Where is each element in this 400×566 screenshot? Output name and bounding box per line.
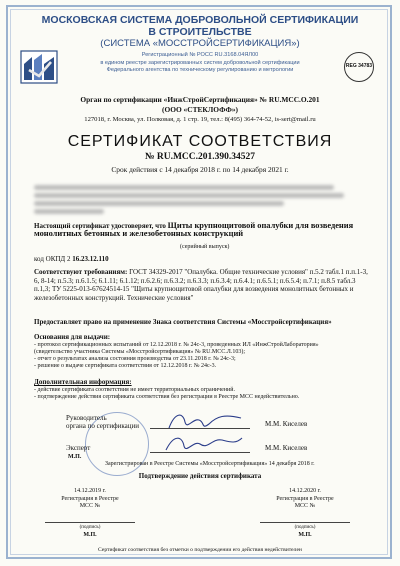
extra-item: - подтверждение действия сертификата соответствия без регистрации в Реестре МСС недействительно.	[34, 394, 300, 400]
applicant-redacted	[34, 185, 334, 190]
registration-note: Зарегистрирован в Реестре Системы «Мосстройсертификация» 14 декабря 2018 г.	[105, 461, 315, 467]
confirm-left-mp: М.П.	[83, 532, 97, 538]
basis-item: - отчет о результатах анализа состояния производства от 23.11.2018 г. № 24с-3;	[34, 356, 236, 362]
okpd-label: код ОКПД 2	[34, 255, 73, 263]
expert-name: М.М. Киселев	[265, 444, 308, 452]
confirm-left-caption: (подпись)	[79, 525, 101, 530]
system-title-line1: МОСКОВСКАЯ СИСТЕМА ДОБРОВОЛЬНОЙ СЕРТИФИКАЦИИ	[41, 14, 359, 26]
confirm-right-mp: М.П.	[298, 532, 312, 538]
registration-stamp	[344, 52, 374, 82]
applicant-redacted	[34, 201, 284, 206]
okpd-value: 16.23.12.110	[72, 255, 109, 263]
serial-note: (серийный выпуск)	[180, 244, 230, 250]
footer-note: Сертификат соответствия без отметки о подтверждении его действия недействителен	[98, 547, 302, 553]
confirm-left-date: 14.12.2019 г.	[74, 488, 106, 494]
extra-title: Дополнительная информация:	[34, 378, 132, 386]
organ-address: 127018, г. Москва, ул. Полковая, д. 1 стр. 19, тел.: 8(495) 364-74-52, is-sert@mail.ru	[84, 116, 316, 123]
basis-item: - протокол сертификационных испытаний от 12.12.2018 г. № 24с-3, проведенных ИЛ «ИнжСтройЛаборатория»	[34, 342, 319, 348]
certificate-validity: Срок действия с 14 декабря 2018 г. по 14 декабря 2021 г.	[111, 165, 289, 174]
confirm-left-line	[45, 522, 135, 523]
applicant-redacted	[34, 209, 104, 214]
applicant-redacted	[34, 193, 344, 198]
basis-title: Основания для выдачи:	[34, 333, 111, 341]
head-signature-icon	[165, 408, 245, 434]
okpd-code	[34, 255, 370, 263]
confirm-title: Подтверждение действия сертификата	[138, 472, 262, 480]
requirements-text: ГОСТ 34329-2017 "Опалубка. Общие технические условия" п.5.2 табл.1 п.п.1-3, 6, 8-14; п.5.3; п.6.1.5; 6.1.11; 6.1.12; п.6.2.6; п.6.3.2; п.6.3.3; п.6.3.4; п.6.4.1; п.6.5.1; п.6.5.4; п.7.1; п.8.5 табл.3 п.1,3; ТУ 5225-013-67624514-15 "Щиты крупнощитовой опалубки для возведения монолитных бетонных и железобетонных конструкций. Технические условия"	[34, 268, 368, 302]
mp-label: М.П.	[68, 454, 82, 460]
head-label-line2: органа по сертификации	[66, 422, 140, 431]
expert-label: Эксперт	[66, 444, 91, 452]
product-name: Щиты крупнощитовой опалубки для возведения монолитных бетонных и железобетонных конструкций	[34, 221, 354, 239]
head-name: М.М. Киселев	[265, 420, 308, 428]
certifies-prefix: Настоящий сертификат удостоверяет, что	[34, 222, 168, 230]
organ-title: Орган по сертификации «ИнжСтройСертификация» № RU.MCC.O.201	[80, 95, 320, 104]
registration-line3: Федерального агентства по техническому регулированию и метрологии	[106, 67, 294, 73]
basis-item: - решение о выдаче сертификата соответствия от 12.12.2018 г. № 24с-3.	[34, 363, 217, 369]
confirm-left-reg: Регистрация в Реестре	[61, 496, 119, 502]
confirm-right-reg: Регистрация в Реестре	[276, 496, 334, 502]
certificate-title: СЕРТИФИКАТ СООТВЕТСТВИЯ	[67, 133, 333, 150]
product-statement	[34, 222, 370, 239]
extra-list	[34, 387, 370, 401]
confirm-right-caption: (подпись)	[294, 525, 316, 530]
confirm-right-date: 14.12.2020 г.	[289, 488, 321, 494]
registration-line2: в едином реестре зарегистрированных систем добровольной сертификации	[100, 60, 300, 66]
registration-stamp-text: REG 34783	[345, 63, 373, 69]
system-title	[30, 14, 370, 38]
certificate-number: № RU.MCC.201.390.34527	[144, 152, 256, 162]
confirm-right-line	[260, 522, 350, 523]
registration-number: Регистрационный № РОСС RU.3168.04ЯЛ00	[141, 52, 259, 58]
extra-item: - действие сертификата соответствия не имеет территориальных ограничений.	[34, 387, 235, 393]
expert-signature-icon	[160, 432, 245, 458]
system-subtitle: (СИСТЕМА «МОССТРОЙСЕРТИФИКАЦИЯ»)	[100, 38, 300, 49]
requirements-label: Соответствуют требованиям:	[34, 268, 128, 276]
basis-item: (свидетельство участника Системы «Мосстройсертификация» № RU.MCC.Л.103);	[34, 349, 245, 355]
confirm-left-mss: МСС №	[79, 503, 101, 509]
requirements	[34, 268, 370, 302]
basis-list	[34, 342, 370, 370]
confirm-right-mss: МСС №	[294, 503, 316, 509]
head-label-line1: Руководитель	[66, 414, 107, 422]
mss-logo-icon	[20, 50, 58, 84]
mark-right: Предоставляет право на применение Знака соответствия Системы «Мосстройсертификация»	[34, 318, 332, 326]
system-title-line2: В СТРОИТЕЛЬСТВЕ	[148, 26, 252, 38]
organ-company: (ООО «СТЕКЛОФФ»)	[161, 105, 238, 114]
